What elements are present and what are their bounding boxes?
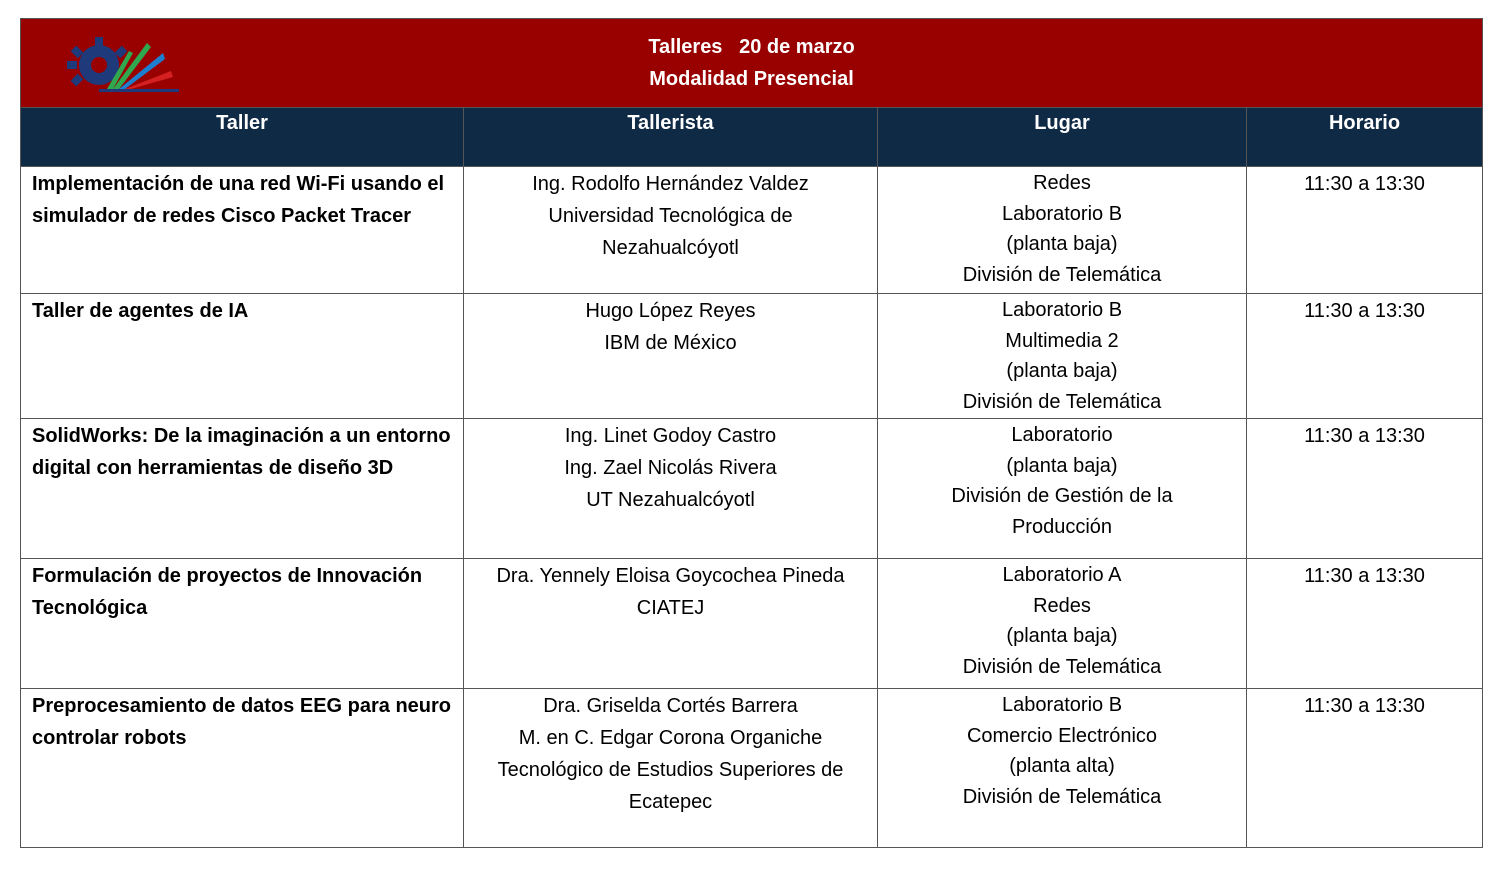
location-line: Laboratorio xyxy=(1011,424,1113,446)
location-line: Laboratorio A xyxy=(1002,564,1122,586)
location xyxy=(878,419,1247,559)
workshop-table xyxy=(20,18,1483,848)
workshop-name: SolidWorks: De la imaginación a un entorno digital con herramientas de diseño 3D xyxy=(21,419,464,559)
schedule-time: 11:30 a 13:30 xyxy=(1247,294,1483,419)
presenter-line: M. en C. Edgar Corona Organiche xyxy=(518,727,823,749)
page-title: Talleres 20 de marzo xyxy=(648,36,855,58)
page-subtitle: Modalidad Presencial xyxy=(649,68,854,90)
location-line: División de Telemática xyxy=(962,655,1162,678)
location-line: (planta baja) xyxy=(1006,625,1118,647)
presenter-line: Tecnológico de Estudios Superiores de xyxy=(497,759,844,781)
column-header-lugar: Lugar xyxy=(878,108,1247,167)
location-line: Redes xyxy=(1033,594,1091,617)
table-row xyxy=(21,294,1483,419)
location-line: División de Gestión de la xyxy=(951,485,1173,507)
location xyxy=(878,294,1247,419)
location-line: División de Telemática xyxy=(962,785,1162,808)
presenter-line: CIATEJ xyxy=(636,597,705,619)
title-banner xyxy=(21,19,1483,108)
location-line: Laboratorio B xyxy=(1001,694,1123,716)
presenter xyxy=(464,294,878,419)
location-line: División de Telemática xyxy=(962,390,1162,413)
location-line: Laboratorio B xyxy=(1001,299,1123,321)
table-row xyxy=(21,419,1483,559)
location-line: Redes xyxy=(1033,172,1091,194)
presenter-line: IBM de México xyxy=(604,332,737,354)
location-line: Multimedia 2 xyxy=(1005,329,1119,352)
location-line: (planta baja) xyxy=(1006,454,1118,477)
presenter xyxy=(464,559,878,689)
location-line: (planta baja) xyxy=(1006,360,1118,382)
location-line: (planta baja) xyxy=(1006,233,1118,255)
location-line: (planta alta) xyxy=(1009,755,1115,777)
table-row xyxy=(21,167,1483,294)
presenter-line: Dra. Griselda Cortés Barrera xyxy=(543,695,798,717)
presenter xyxy=(464,419,878,559)
presenter-line: Ing. Linet Godoy Castro xyxy=(564,425,777,447)
table-row xyxy=(21,559,1483,689)
presenter-line: Nezahualcóyotl xyxy=(602,237,739,259)
presenter xyxy=(464,689,878,848)
presenter-line: UT Nezahualcóyotl xyxy=(586,489,755,511)
presenter-line: Ing. Zael Nicolás Rivera xyxy=(564,457,777,479)
workshop-name: Taller de agentes de IA xyxy=(21,294,464,419)
location xyxy=(878,689,1247,848)
presenter-line: Universidad Tecnológica de xyxy=(548,205,793,227)
location-line: Laboratorio B xyxy=(1001,202,1123,225)
presenter-line: Dra. Yennely Eloisa Goycochea Pineda xyxy=(496,565,845,587)
location xyxy=(878,559,1247,689)
column-header-taller: Taller xyxy=(21,108,464,167)
schedule-time: 11:30 a 13:30 xyxy=(1247,167,1483,294)
workshop-name: Preprocesamiento de datos EEG para neuro controlar robots xyxy=(21,689,464,848)
schedule-time: 11:30 a 13:30 xyxy=(1247,559,1483,689)
schedule-time: 11:30 a 13:30 xyxy=(1247,419,1483,559)
location-line: Producción xyxy=(1011,515,1113,538)
gear-book-logo-icon xyxy=(59,31,183,93)
column-header-horario: Horario xyxy=(1247,108,1483,167)
workshop-name: Implementación de una red Wi-Fi usando el simulador de redes Cisco Packet Tracer xyxy=(21,167,464,294)
workshop-name: Formulación de proyectos de Innovación Tecnológica xyxy=(21,559,464,689)
presenter-line: Hugo López Reyes xyxy=(585,300,756,322)
presenter xyxy=(464,167,878,294)
schedule-time: 11:30 a 13:30 xyxy=(1247,689,1483,848)
location-line: División de Telemática xyxy=(962,263,1162,286)
presenter-line: Ecatepec xyxy=(628,791,713,813)
table-row xyxy=(21,689,1483,848)
column-header-tallerista: Tallerista xyxy=(464,108,878,167)
location xyxy=(878,167,1247,294)
presenter-line: Ing. Rodolfo Hernández Valdez xyxy=(532,173,809,195)
table-header-row xyxy=(21,108,1483,167)
location-line: Comercio Electrónico xyxy=(966,724,1158,747)
schedule-sheet xyxy=(20,18,1482,848)
